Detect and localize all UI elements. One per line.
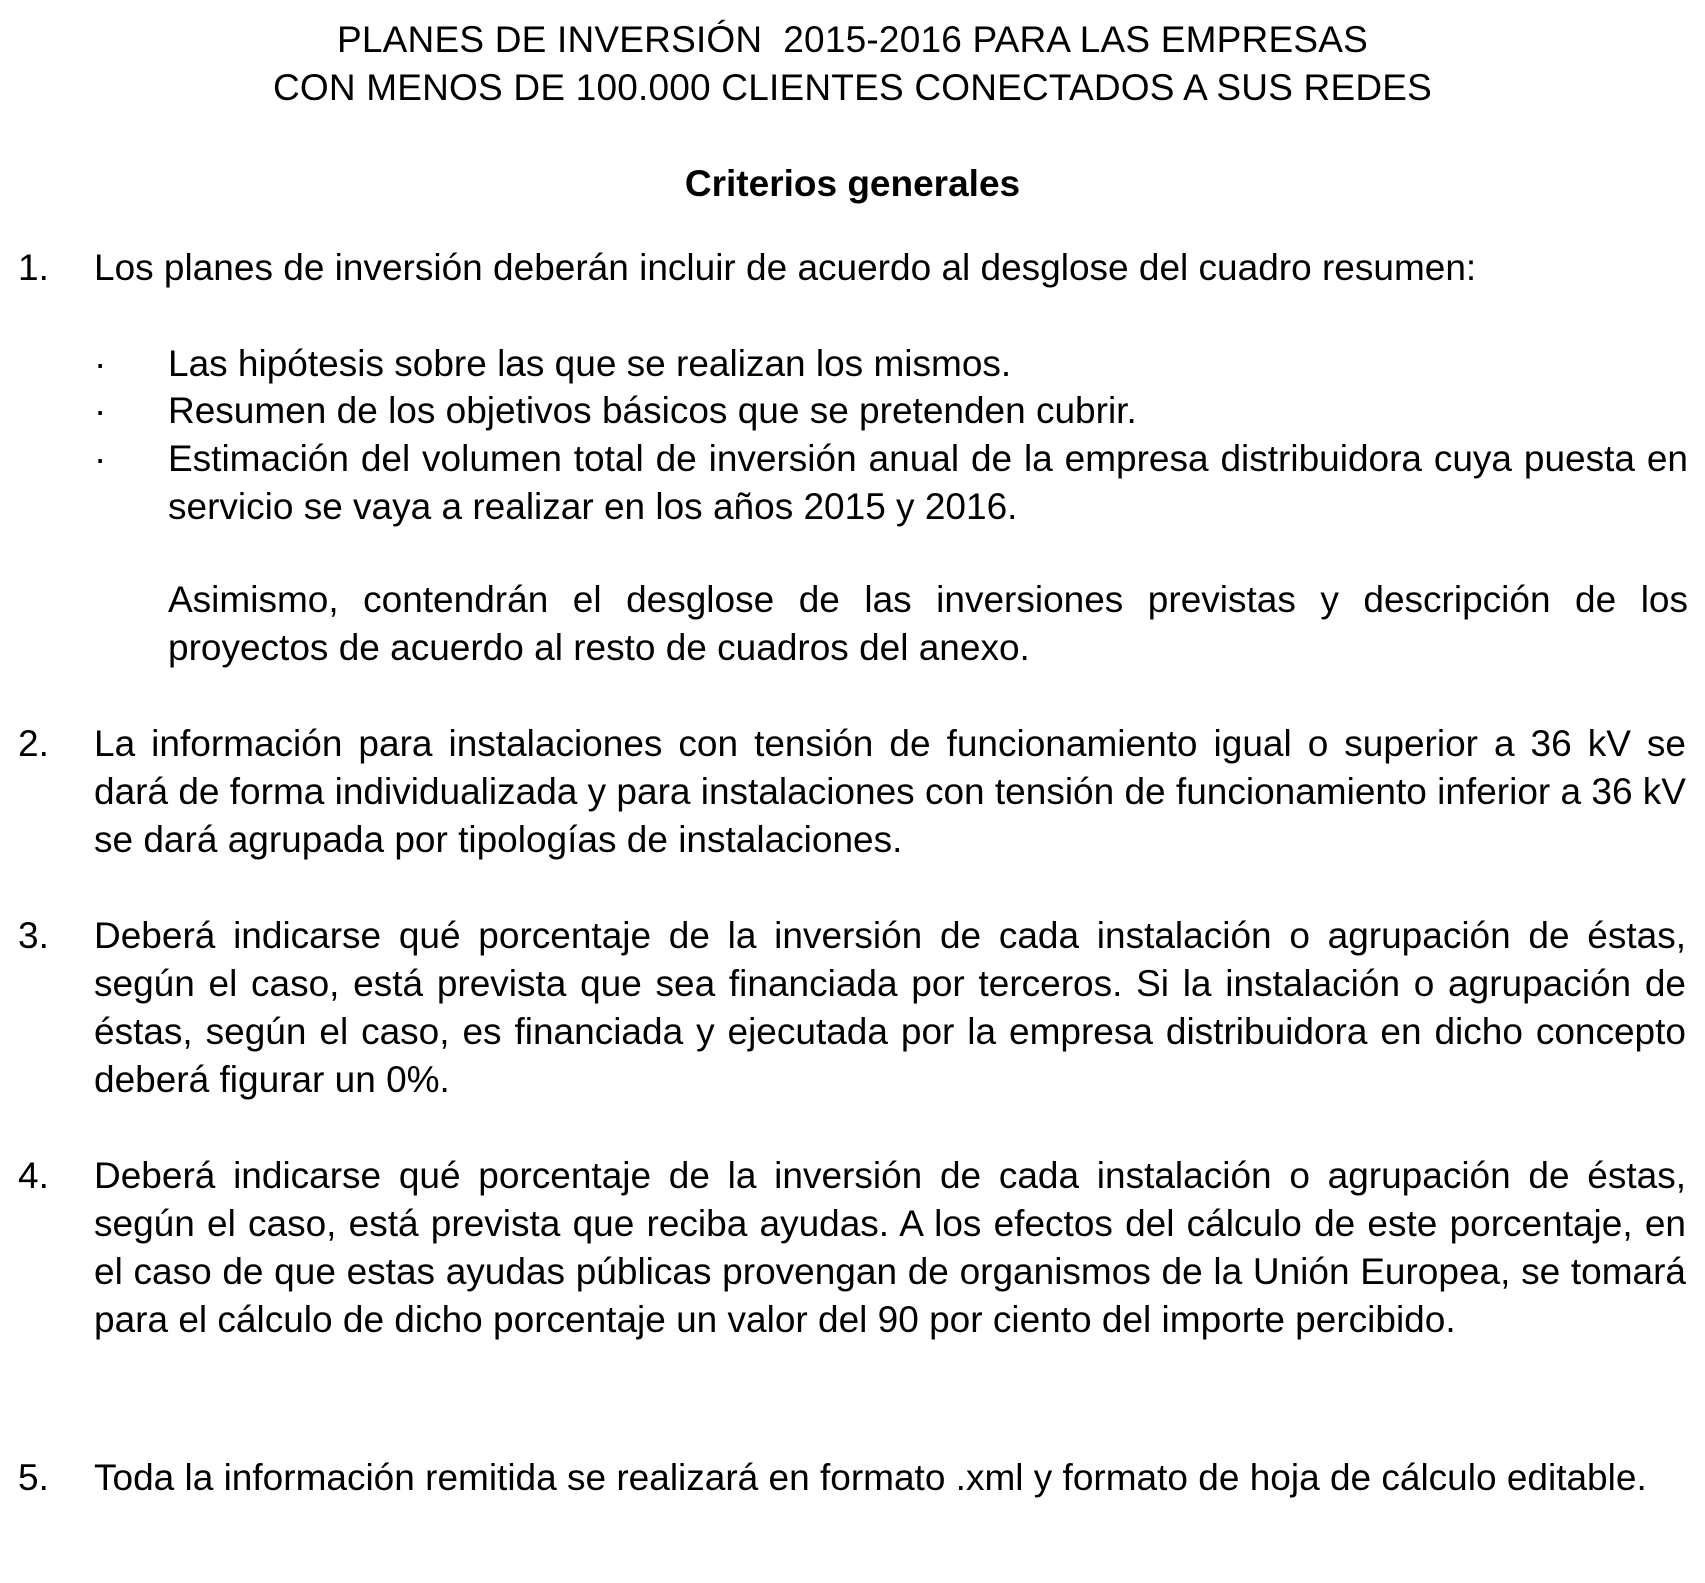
item-text: Deberá indicarse qué porcentaje de la inversión de cada instalación o agrupación de éstas, según el caso, está prevista que sea financiada por terceros. Si la instalación o agrupación de éstas, según el caso, es financiada y ejecutada por la empresa distribuidora en dicho concepto deberá figurar un 0%. bbox=[94, 915, 1686, 1100]
title-line-2: CON MENOS DE 100.000 CLIENTES CONECTADOS A SUS REDES bbox=[272, 67, 1433, 108]
item-number: 5. bbox=[18, 1457, 49, 1498]
bullet-text: Resumen de los objetivos básicos que se pretenden cubrir. bbox=[168, 390, 1137, 431]
document-title bbox=[0, 16, 1705, 112]
section-heading: Criterios generales bbox=[684, 163, 1021, 204]
title-line-1: PLANES DE INVERSIÓN 2015-2016 PARA LAS EMPRESAS bbox=[337, 19, 1368, 60]
item-text: Toda la información remitida se realizará en formato .xml y formato de hoja de cálculo editable. bbox=[94, 1457, 1647, 1498]
bullet-text: Las hipótesis sobre las que se realizan los mismos. bbox=[168, 343, 1012, 384]
item-number: 1. bbox=[18, 247, 49, 288]
item-1-paragraph: Asimismo, contendrán el desglose de las inversiones previstas y descripción de los proyectos de acuerdo al resto de cuadros del anexo. bbox=[168, 579, 1688, 668]
item-number: 2. bbox=[18, 723, 49, 764]
item-text: La información para instalaciones con tensión de funcionamiento igual o superior a 36 kV se dará de forma individualizada y para instalaciones con tensión de funcionamiento inferior a 36 kV se dará agrupada por tipologías de instalaciones. bbox=[94, 723, 1686, 860]
bullet-marker: · bbox=[94, 438, 107, 479]
bullet-marker: · bbox=[94, 390, 107, 431]
bullet-text: Estimación del volumen total de inversión anual de la empresa distribuidora cuya puesta en servicio se vaya a realizar en los años 2015 y 2016. bbox=[168, 438, 1688, 527]
item-number: 4. bbox=[18, 1155, 49, 1196]
item-text: Deberá indicarse qué porcentaje de la inversión de cada instalación o agrupación de éstas, según el caso, está prevista que reciba ayudas. A los efectos del cálculo de este porcentaje, en el caso de que estas ayudas públicas provengan de organismos de la Unión Europea, se tomará para el cálculo de dicho porcentaje un valor del 90 por ciento del importe percibido. bbox=[94, 1155, 1686, 1340]
item-number: 3. bbox=[18, 915, 49, 956]
bullet-marker: · bbox=[94, 343, 107, 384]
item-text: Los planes de inversión deberán incluir de acuerdo al desglose del cuadro resumen: bbox=[94, 247, 1477, 288]
